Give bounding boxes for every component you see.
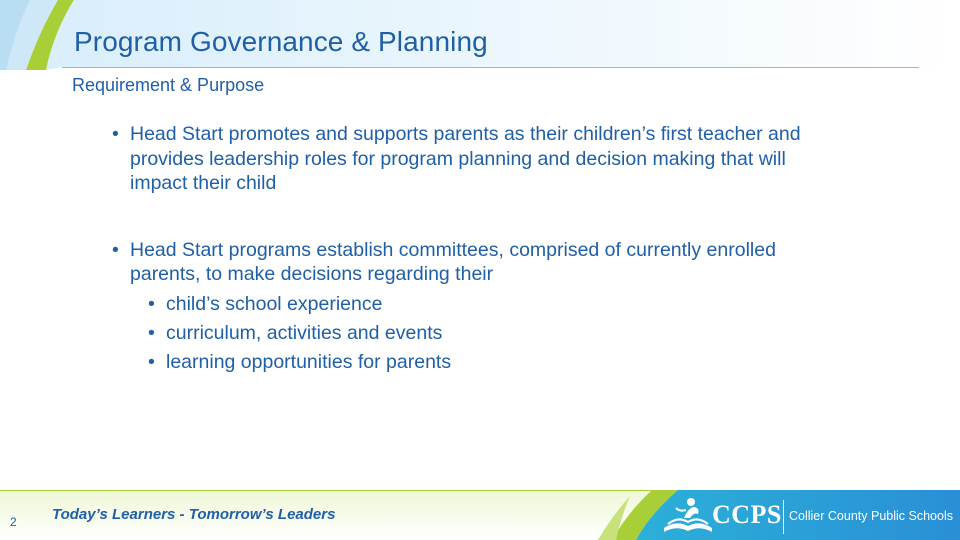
bullet-list — [112, 122, 812, 377]
sub-bullet-marker: • — [148, 292, 155, 315]
sub-bullet-text: child’s school experience — [166, 292, 383, 315]
slide-title: Program Governance & Planning — [74, 26, 488, 57]
sub-bullet-text: curriculum, activities and events — [166, 321, 443, 344]
title-underline — [62, 67, 919, 68]
bullet-text: Head Start promotes and supports parents as their children’s first teacher and provides leadership roles for program planning and decision making that will impact their child — [130, 123, 801, 194]
page-number: 2 — [10, 515, 17, 529]
logo-district-name: Collier County Public Schools — [789, 509, 953, 523]
logo-abbreviation: CCPS — [712, 500, 782, 529]
bullet-marker: • — [112, 238, 119, 261]
slide-subtitle: Requirement & Purpose — [72, 75, 265, 95]
bullet-item — [112, 122, 812, 196]
logo-divider — [783, 500, 784, 534]
sub-bullet-text: learning opportunities for parents — [166, 350, 452, 373]
bullet-marker: • — [112, 123, 119, 145]
sub-bullet-item — [148, 348, 812, 377]
sub-bullet-marker: • — [148, 350, 155, 373]
bullet-item — [112, 238, 812, 377]
footer-tagline: Today’s Learners - Tomorrow’s Leaders — [52, 506, 336, 523]
sub-bullet-marker: • — [148, 321, 155, 344]
sub-bullet-item — [148, 290, 812, 319]
sub-bullet-item — [148, 319, 812, 348]
bullet-text: Head Start programs establish committees, comprised of currently enrolled parents, to make decisions regarding their — [130, 238, 776, 285]
sub-bullet-list — [130, 290, 812, 377]
